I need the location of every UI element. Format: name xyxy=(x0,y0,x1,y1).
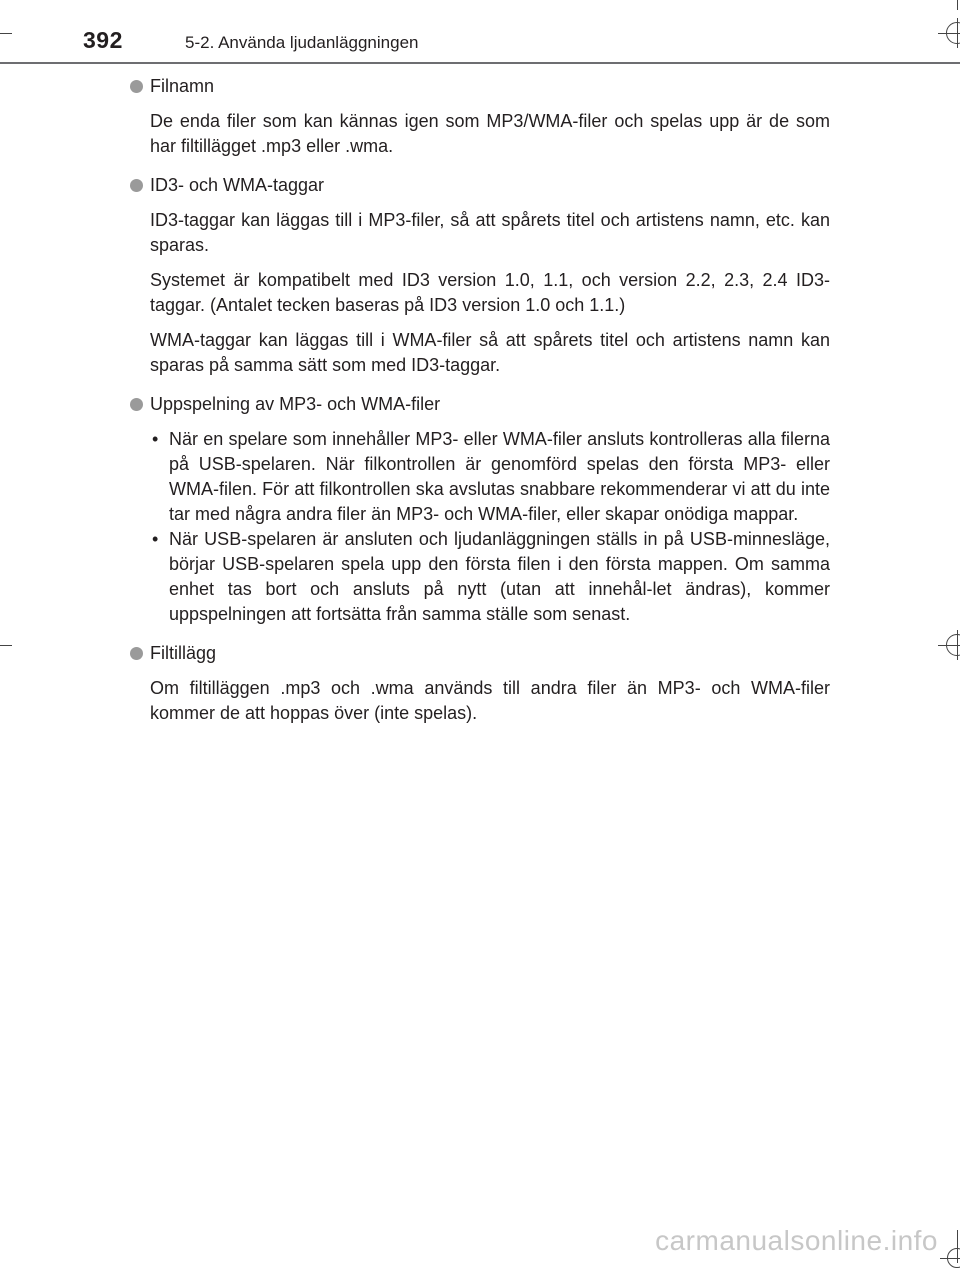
list-item-text: När USB-spelaren är ansluten och ljudanläggningen ställs in på USB-minnesläge, börjar USB-spelaren spela upp den första filen i den första mappen. Om samma enhet tas bort och ansluts på nytt (utan att innehål-let ändras), kommer uppspelningen att fortsätta från samma ställe som senast. xyxy=(169,529,830,624)
list-item xyxy=(150,427,830,527)
section-filnamn xyxy=(128,74,830,159)
item-title: Filtillägg xyxy=(150,643,217,663)
body-paragraph: WMA-taggar kan läggas till i WMA-filer så att spårets titel och artistens namn kan sparas på samma sätt som med ID3-taggar. xyxy=(150,330,830,375)
section-file-extension xyxy=(128,641,830,726)
page-number: 392 xyxy=(83,27,123,53)
dot-bullet-icon: • xyxy=(152,529,159,549)
item-heading xyxy=(128,641,830,666)
item-heading xyxy=(128,173,830,198)
dot-bullet-icon: • xyxy=(152,429,159,449)
circle-bullet-icon xyxy=(130,647,143,660)
sub-bullet-list xyxy=(150,427,830,627)
list-item-text: När en spelare som innehåller MP3- eller WMA-filer ansluts kontrolleras alla filerna på USB-spelaren. När filkontrollen är genomförd spelas den första MP3- eller WMA-filen. För att filkontrollen ska avslutas snabbare rekommenderar vi att du inte tar med några andra filer än MP3- och WMA-filer, eller skapar onödiga mappar. xyxy=(169,429,830,524)
section-playback xyxy=(128,392,830,627)
body-paragraph: De enda filer som kan kännas igen som MP3/WMA-filer och spelas upp är de som har filtillägget .mp3 eller .wma. xyxy=(150,111,830,156)
section-id3-wma-tags xyxy=(128,173,830,378)
item-title: Uppspelning av MP3- och WMA-filer xyxy=(150,394,441,414)
item-heading xyxy=(128,74,830,99)
registration-mark xyxy=(947,1248,960,1268)
list-item xyxy=(150,527,830,627)
body-paragraph: ID3-taggar kan läggas till i MP3-filer, så att spårets titel och artistens namn, etc. kan sparas. xyxy=(150,210,830,255)
circle-bullet-icon xyxy=(130,398,143,411)
circle-bullet-icon xyxy=(130,80,143,93)
page-header xyxy=(0,0,960,70)
page-content xyxy=(128,74,830,740)
section-title: 5-2. Använda ljudanläggningen xyxy=(185,33,419,52)
registration-mark xyxy=(946,634,960,656)
circle-bullet-icon xyxy=(130,179,143,192)
body-paragraph: Om filtilläggen .mp3 och .wma används till andra filer än MP3- och WMA-filer kommer de att hoppas över (inte spelas). xyxy=(150,678,830,723)
item-title: Filnamn xyxy=(150,76,215,96)
crop-mark xyxy=(0,645,12,646)
item-title: ID3- och WMA-taggar xyxy=(150,175,325,195)
body-paragraph: Systemet är kompatibelt med ID3 version 1.0, 1.1, och version 2.2, 2.3, 2.4 ID3-taggar. (Antalet tecken baseras på ID3 version 1.0 och 1.1.) xyxy=(150,270,830,315)
item-heading xyxy=(128,392,830,417)
header-divider xyxy=(0,62,960,64)
watermark: carmanualsonline.info xyxy=(655,1225,938,1256)
